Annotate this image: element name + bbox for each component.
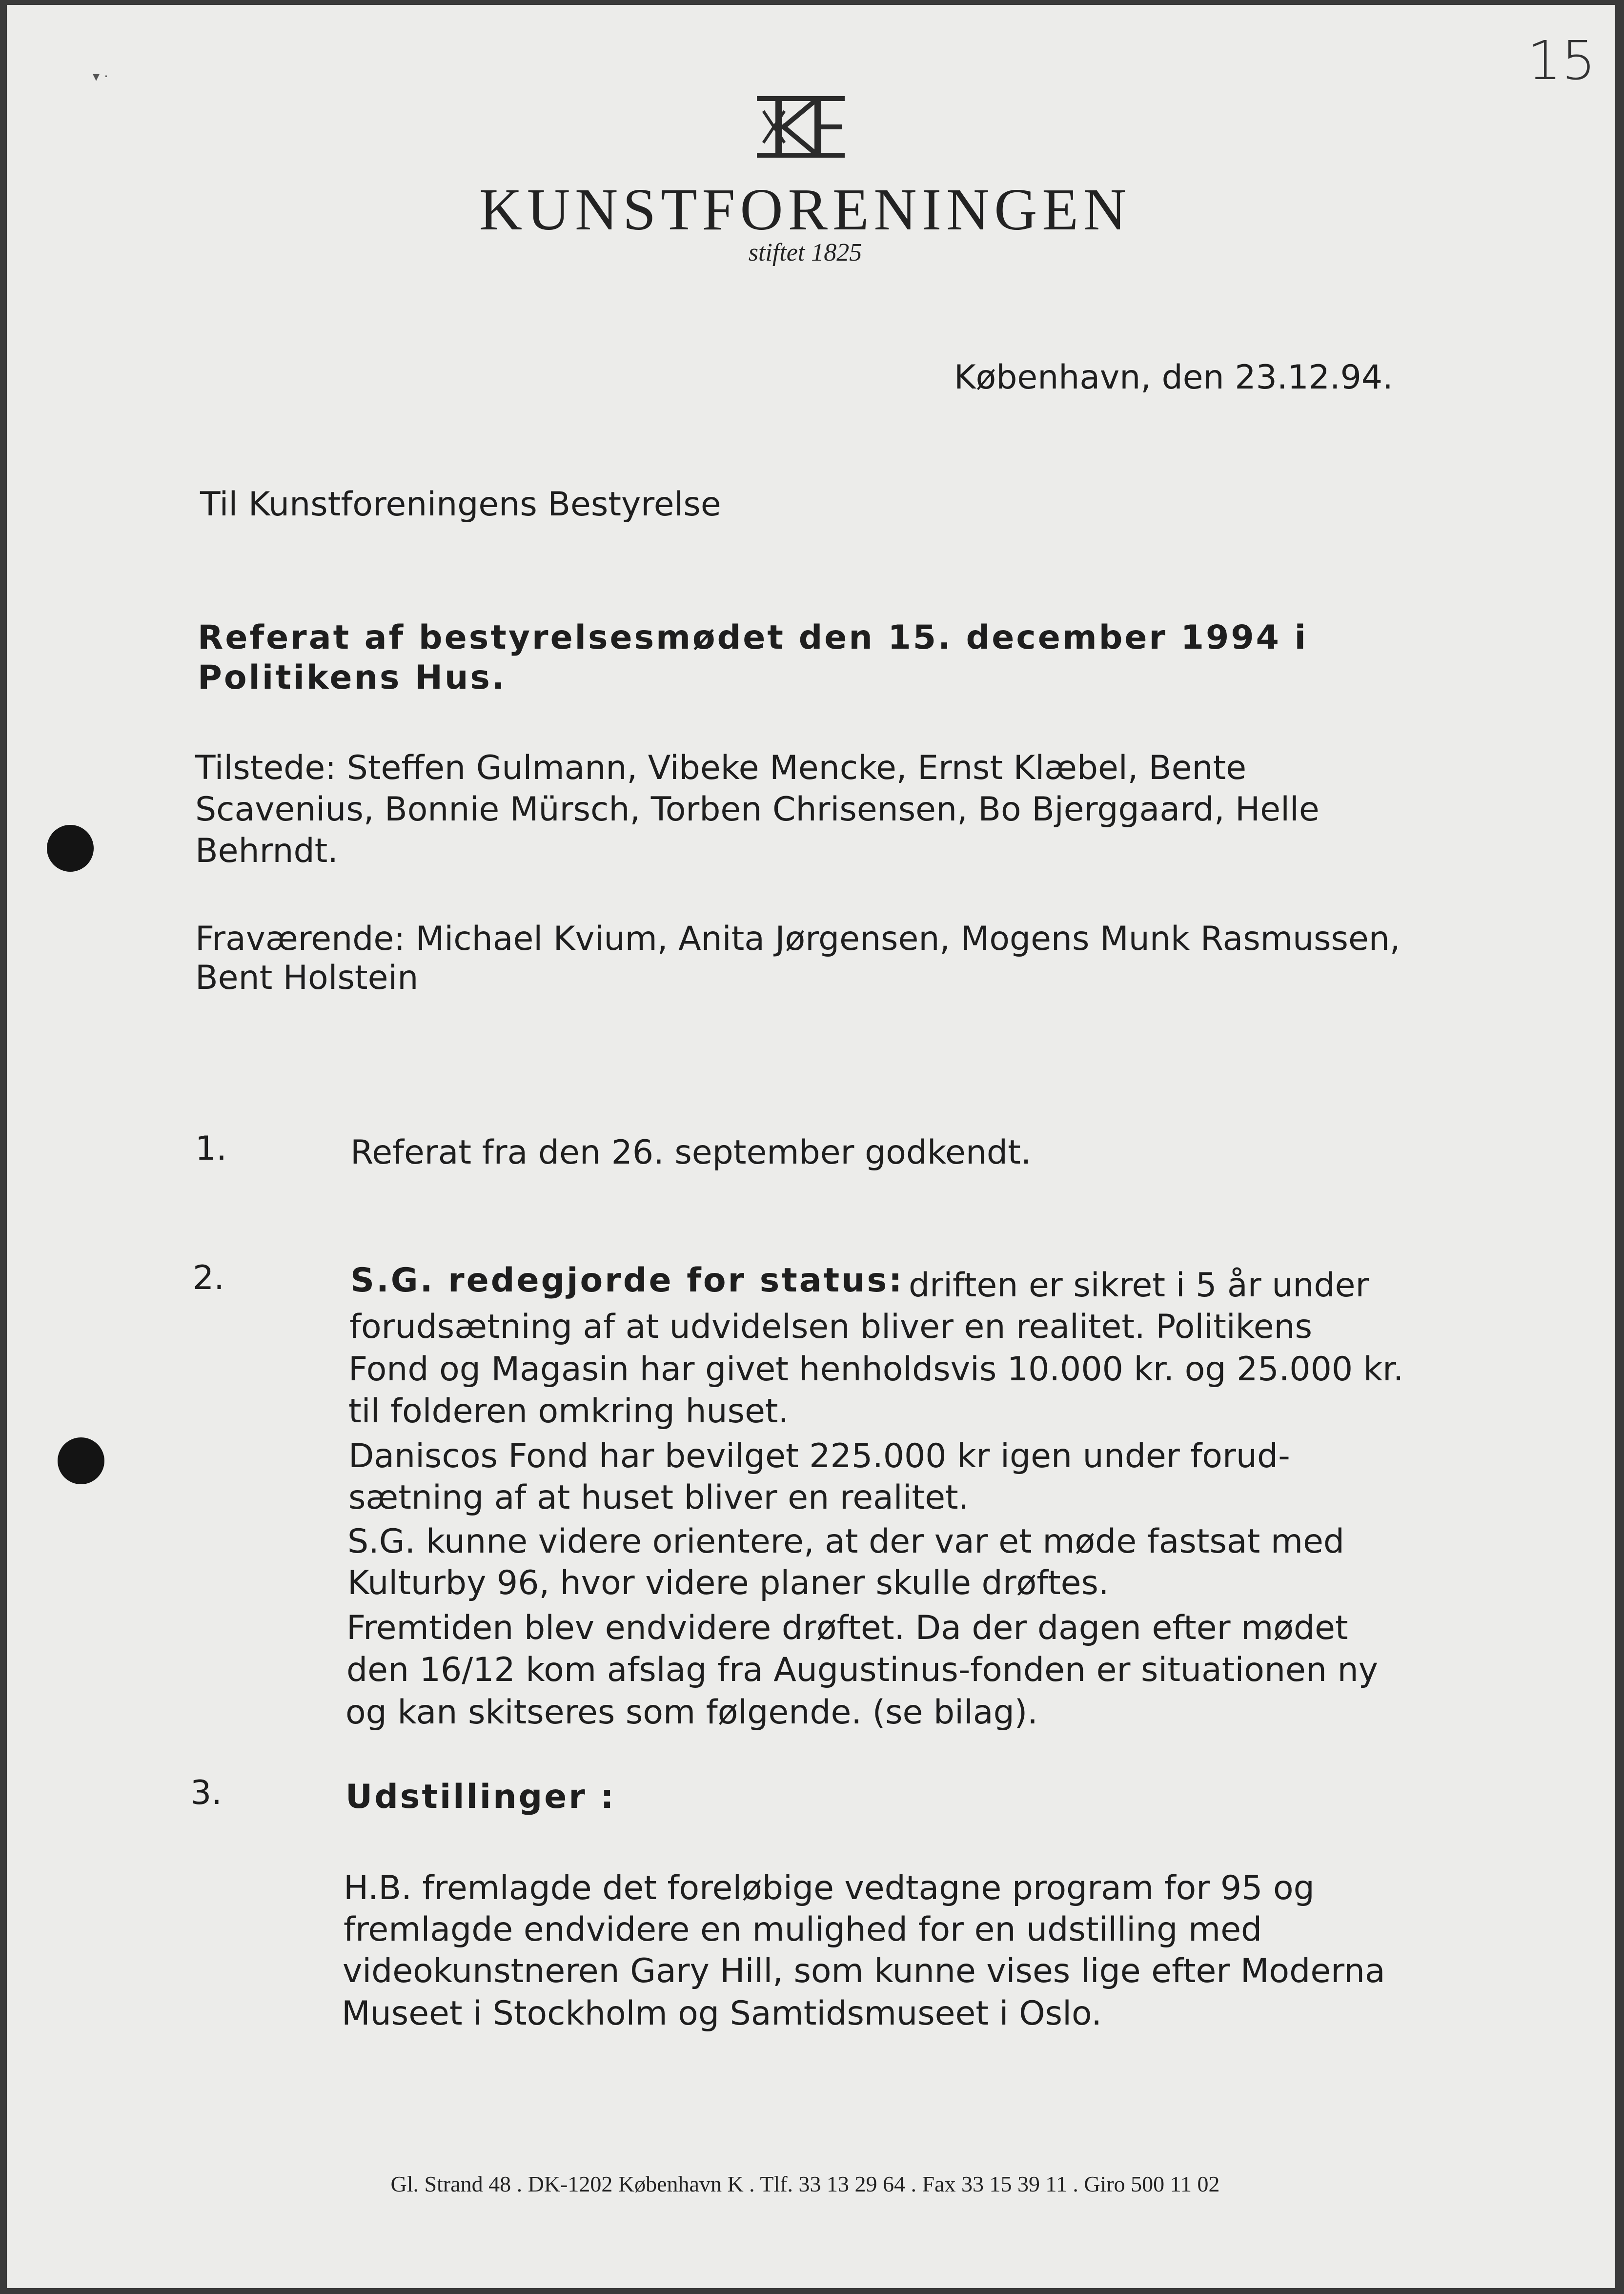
item-number: 2. <box>193 1259 224 1297</box>
item-text-line: Fond og Magasin har givet henholdsvis 10.000 kr. og 25.000 kr. <box>348 1350 1404 1389</box>
item-heading: Udstillinger : <box>345 1778 616 1816</box>
item-number: 3. <box>190 1774 222 1812</box>
item-text-line: og kan skitseres som følgende. (se bilag). <box>345 1693 1038 1732</box>
item-text-line: S.G. kunne videre orientere, at der var et møde fastsat med <box>347 1522 1345 1561</box>
item-text-line: Museet i Stockholm og Samtidsmuseet i Oslo. <box>342 1994 1102 2033</box>
present-line-3: Behrndt. <box>195 832 338 870</box>
subject-line-1: Referat af bestyrelsesmødet den 15. december 1994 i <box>198 618 1308 657</box>
item-text-line: sætning af at huset bliver en realitet. <box>348 1478 969 1517</box>
item-text-line: Kulturby 96, hvor videre planer skulle drøftes. <box>347 1564 1109 1602</box>
organization-name: KUNSTFORENINGEN <box>479 177 1132 243</box>
absent-line-1: Fraværende: Michael Kvium, Anita Jørgensen, Mogens Munk Rasmussen, <box>195 920 1401 958</box>
recipient-line: Til Kunstforeningens Bestyrelse <box>200 485 721 524</box>
footer-address: Gl. Strand 48 . DK-1202 København K . Tlf. 33 13 29 64 . Fax 33 15 39 11 . Giro 500 11 02 <box>390 2171 1220 2196</box>
item-text-line: til folderen omkring huset. <box>348 1392 789 1431</box>
item-text-line: H.B. fremlagde det foreløbige vedtagne program for 95 og <box>344 1869 1315 1907</box>
founded-line: stiftet 1825 <box>748 239 862 266</box>
item-text-line: Referat fra den 26. september godkendt. <box>350 1133 1032 1172</box>
subject-line-2: Politikens Hus. <box>198 658 507 697</box>
punch-hole <box>58 1437 104 1484</box>
item-heading-rest: driften er sikret i 5 år under <box>909 1266 1369 1305</box>
handwritten-page-number: 15 <box>1527 29 1596 92</box>
item-text-line: fremlagde endvidere en mulighed for en udstilling med <box>344 1910 1262 1949</box>
present-line-1: Tilstede: Steffen Gulmann, Vibeke Mencke, Ernst Klæbel, Bente <box>195 749 1247 787</box>
item-heading: S.G. redegjorde for status: <box>350 1261 904 1300</box>
present-line-2: Scavenius, Bonnie Mürsch, Torben Chrisensen, Bo Bjerggaard, Helle <box>195 790 1320 829</box>
kf-monogram-icon <box>754 93 847 161</box>
item-text-line: den 16/12 kom afslag fra Augustinus-fonden er situationen ny <box>346 1651 1378 1689</box>
item-text-line: videokunstneren Gary Hill, som kunne vises lige efter Moderna <box>343 1952 1385 1990</box>
absent-line-2: Bent Holstein <box>195 959 419 997</box>
item-text-line: forudsætning af at udvidelsen bliver en realitet. Politikens <box>349 1308 1313 1346</box>
date-line: København, den 23.12.94. <box>954 358 1393 397</box>
corner-mark: ▾ · <box>93 68 108 84</box>
item-text-line: Daniscos Fond har bevilget 225.000 kr igen under forud- <box>348 1437 1290 1475</box>
item-number: 1. <box>195 1129 227 1168</box>
item-text-line: Fremtiden blev endvidere drøftet. Da der dagen efter mødet <box>346 1609 1348 1647</box>
punch-hole <box>47 825 94 872</box>
